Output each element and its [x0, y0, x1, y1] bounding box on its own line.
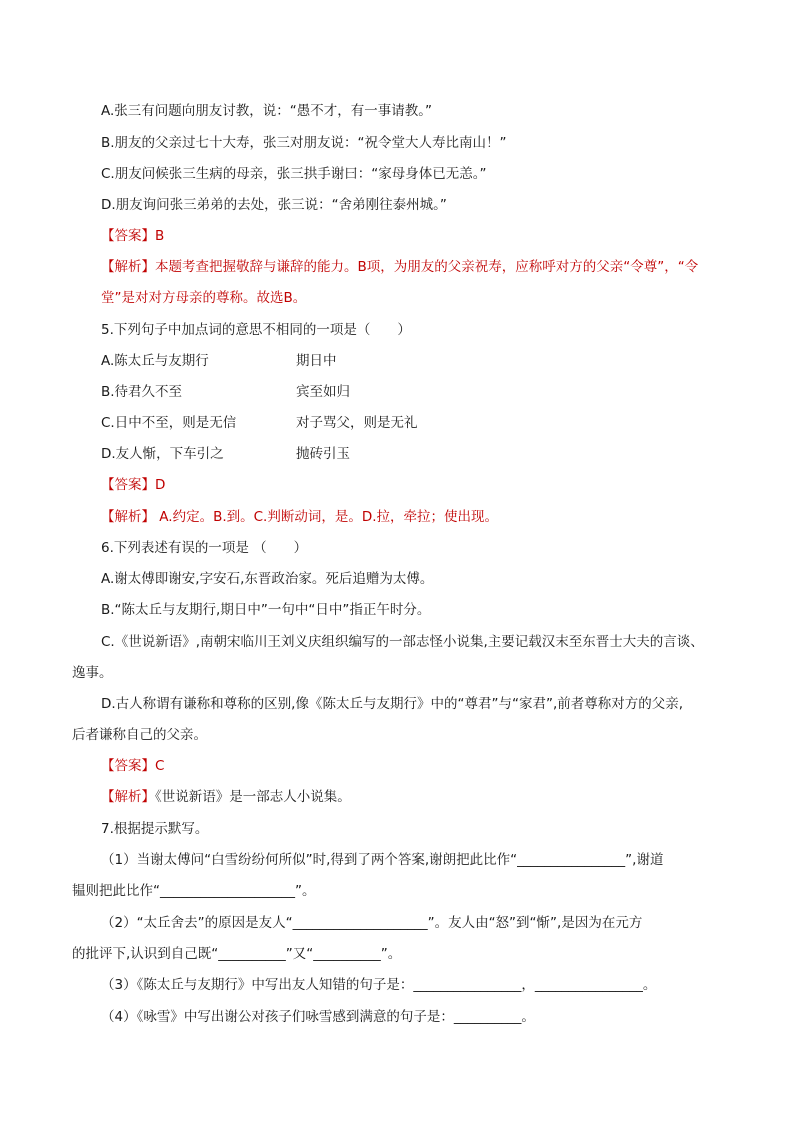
q6-option-c: C.《世说新语》,南朝宋临川王刘义庆组织编写的一部志怪小说集,主要记载汉末至东晋士大夫的言谈、: [101, 634, 704, 650]
q5-option-d: [101, 444, 701, 464]
q6-option-b: B.“陈太丘与友期行,期日中”一句中“日中”指正午时分。: [101, 602, 431, 618]
q5-option-a: [101, 351, 701, 371]
q5-option-c: [101, 413, 701, 433]
q7-item-2: （2）“太丘舍去”的原因是友人“____________________”。友人由“怒”到“惭”,是因为在元方: [101, 915, 643, 931]
analysis-label: 【解析】: [101, 509, 155, 525]
analysis-text: A.约定。B.到。C.判断动词，是。D.拉，牵拉；使出现。: [155, 509, 499, 525]
q4-analysis-cont: 堂”是对对方母亲的尊称。故选B。: [101, 290, 307, 306]
q5-option-b-left: B.待君久不至: [101, 384, 183, 400]
q5-option-a-left: A.陈太丘与友期行: [101, 353, 209, 369]
q5-answer: [101, 475, 165, 495]
q6-answer: [101, 756, 164, 776]
q4-option-a: A.张三有问题向朋友讨教，说：“愚不才，有一事请教。”: [101, 103, 433, 119]
q6-stem: 6.下列表述有误的一项是 （ ）: [101, 540, 308, 556]
q4-option-b: B.朋友的父亲过七十大寿，张三对朋友说：“祝令堂大人寿比南山！”: [101, 135, 507, 151]
q4-answer: [101, 226, 164, 246]
q7-item-3: （3）《陈太丘与友期行》中写出友人知错的句子是：________________，________________。: [101, 977, 657, 993]
q7-item-4: （4）《咏雪》中写出谢公对孩子们咏雪感到满意的句子是：__________。: [101, 1009, 535, 1025]
answer-value: C: [155, 758, 165, 774]
answer-value: B: [155, 228, 165, 244]
q5-option-c-left: C.日中不至，则是无信: [101, 415, 237, 431]
answer-label: 【答案】: [101, 477, 155, 493]
q6-option-d-cont: 后者谦称自己的父亲。: [72, 727, 207, 743]
q7-item-1: （1）当谢太傅问“白雪纷纷何所似”时,得到了两个答案,谢朗把此比作“________________”,谢道: [101, 852, 664, 868]
answer-label: 【答案】: [101, 758, 155, 774]
analysis-label: 【解析】: [101, 789, 155, 805]
q4-analysis: [101, 257, 698, 277]
q6-option-c-cont: 逸事。: [72, 665, 113, 681]
analysis-label: 【解析】: [101, 259, 155, 275]
q4-option-c: C.朋友问候张三生病的母亲，张三拱手谢曰：“家母身体已无恙。”: [101, 166, 487, 182]
answer-label: 【答案】: [101, 228, 155, 244]
q7-item-2-cont: 的批评下,认识到自己既“__________”又“__________”。: [72, 946, 402, 962]
answer-value: D: [155, 477, 166, 493]
q5-stem: 5.下列句子中加点词的意思不相同的一项是（ ）: [101, 322, 411, 338]
q5-option-d-left: D.友人惭，下车引之: [101, 446, 224, 462]
q5-option-b: [101, 382, 701, 402]
q5-option-a-right: 期日中: [296, 353, 337, 369]
q5-analysis: [101, 507, 498, 527]
q6-option-a: A.谢太傅即谢安,字安石,东晋政治家。死后追赠为太傅。: [101, 571, 434, 587]
q5-option-b-right: 宾至如归: [296, 384, 350, 400]
q5-option-d-right: 抛砖引玉: [296, 446, 350, 462]
q6-option-d: D.古人称谓有谦称和尊称的区别,像《陈太丘与友期行》中的“尊君”与“家君”,前者尊称对方的父亲,: [101, 696, 684, 712]
analysis-text: 《世说新语》是一部志人小说集。: [155, 789, 351, 805]
q5-option-c-right: 对子骂父，则是无礼: [296, 415, 418, 431]
q7-item-1-cont: 韫则把此比作“____________________”。: [72, 883, 316, 899]
q7-stem: 7.根据提示默写。: [101, 821, 209, 837]
q6-analysis: [101, 787, 351, 807]
analysis-text-1: 本题考查把握敬辞与谦辞的能力。B项，为朋友的父亲祝寿，应称呼对方的父亲“令尊”，“令: [155, 259, 699, 275]
q4-option-d: D.朋友询问张三弟弟的去处，张三说：“舍弟刚往泰州城。”: [101, 197, 447, 213]
